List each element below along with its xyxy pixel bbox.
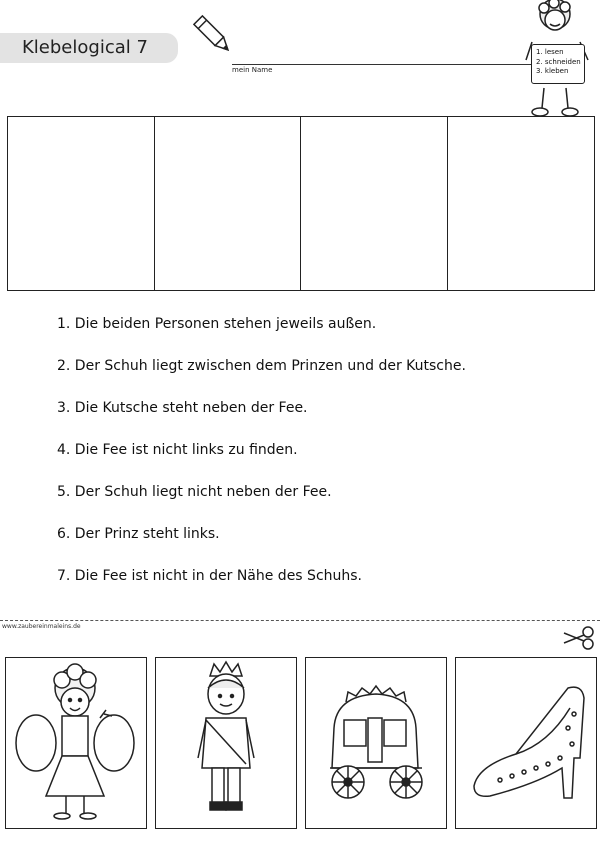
cutout-shoe[interactable] <box>455 657 597 829</box>
cutout-fairy[interactable] <box>5 657 147 829</box>
cutout-carriage[interactable] <box>305 657 447 829</box>
glass-slipper-icon <box>456 658 595 827</box>
clue-item: 3. Die Kutsche steht neben der Fee. <box>57 400 308 416</box>
answer-grid <box>7 116 595 291</box>
clue-item: 6. Der Prinz steht links. <box>57 526 220 542</box>
name-label: mein Name <box>232 66 273 74</box>
step-read: 1. lesen <box>536 48 564 56</box>
clue-item: 7. Die Fee ist nicht in der Nähe des Schuhs. <box>57 568 362 584</box>
answer-cell-4[interactable] <box>448 117 595 290</box>
answer-cell-3[interactable] <box>301 117 448 290</box>
scissors-icon <box>562 626 596 650</box>
clue-item: 5. Der Schuh liegt nicht neben der Fee. <box>57 484 332 500</box>
worksheet-title: Klebelogical 7 <box>0 33 178 63</box>
carriage-icon <box>306 658 445 827</box>
step-glue: 3. kleben <box>536 67 569 75</box>
clue-item: 4. Die Fee ist nicht links zu finden. <box>57 442 298 458</box>
website-label: www.zaubereinmaleins.de <box>2 623 81 630</box>
prince-icon <box>156 658 295 827</box>
cutout-prince[interactable] <box>155 657 297 829</box>
clue-list <box>57 312 466 606</box>
fairy-icon <box>6 658 145 827</box>
clue-item: 2. Der Schuh liegt zwischen dem Prinzen und der Kutsche. <box>57 358 466 374</box>
step-cut: 2. schneiden <box>536 57 581 66</box>
answer-cell-1[interactable] <box>8 117 155 290</box>
pencil-icon <box>193 12 233 58</box>
answer-cell-2[interactable] <box>155 117 302 290</box>
cut-line <box>0 620 600 621</box>
clue-item: 1. Die beiden Personen stehen jeweils außen. <box>57 316 377 332</box>
name-line[interactable] <box>232 64 532 65</box>
steps-box <box>531 44 585 84</box>
